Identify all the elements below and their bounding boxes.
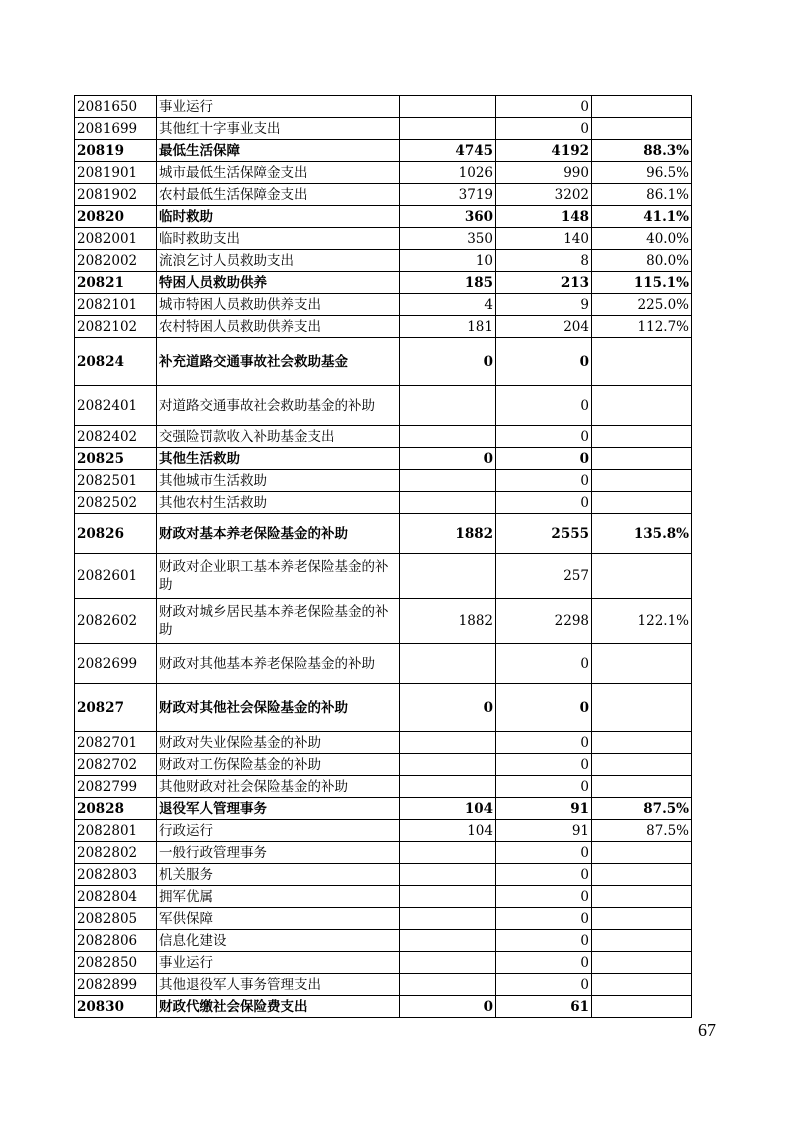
row-percent (592, 492, 692, 514)
row-value-1 (400, 754, 496, 776)
row-percent: 40.0% (592, 228, 692, 250)
table-row (75, 140, 692, 162)
table-row (75, 272, 692, 294)
table-row (75, 96, 692, 118)
row-code: 2081699 (75, 118, 157, 140)
row-name: 临时救助 (157, 206, 400, 228)
row-code: 2082601 (75, 554, 157, 599)
row-name: 农村最低生活保障金支出 (157, 184, 400, 206)
row-value-1 (400, 864, 496, 886)
table-row (75, 864, 692, 886)
row-percent (592, 842, 692, 864)
row-value-2: 0 (496, 118, 592, 140)
budget-table (74, 95, 692, 1018)
row-percent (592, 754, 692, 776)
row-percent (592, 554, 692, 599)
table-row (75, 930, 692, 952)
row-name: 城市特困人员救助供养支出 (157, 294, 400, 316)
row-percent: 87.5% (592, 798, 692, 820)
table-row (75, 776, 692, 798)
row-code: 2082101 (75, 294, 157, 316)
row-value-1 (400, 732, 496, 754)
row-code: 2082501 (75, 470, 157, 492)
row-percent (592, 886, 692, 908)
row-value-2: 0 (496, 842, 592, 864)
table-row (75, 514, 692, 554)
row-name: 流浪乞讨人员救助支出 (157, 250, 400, 272)
row-value-1: 181 (400, 316, 496, 338)
row-percent (592, 732, 692, 754)
row-value-2: 8 (496, 250, 592, 272)
row-value-2: 0 (496, 684, 592, 732)
row-value-1 (400, 426, 496, 448)
table-row (75, 228, 692, 250)
table-row (75, 908, 692, 930)
row-value-2: 9 (496, 294, 592, 316)
row-value-1: 1882 (400, 599, 496, 644)
row-value-1 (400, 644, 496, 684)
row-name: 其他退役军人事务管理支出 (157, 974, 400, 996)
row-code: 2081650 (75, 96, 157, 118)
row-value-2: 0 (496, 754, 592, 776)
row-code: 20824 (75, 338, 157, 386)
row-value-2: 213 (496, 272, 592, 294)
row-value-2: 0 (496, 974, 592, 996)
table-row (75, 886, 692, 908)
row-value-2: 2298 (496, 599, 592, 644)
table-row (75, 184, 692, 206)
row-name: 机关服务 (157, 864, 400, 886)
row-percent: 112.7% (592, 316, 692, 338)
table-row (75, 820, 692, 842)
row-value-2: 0 (496, 426, 592, 448)
row-value-2: 204 (496, 316, 592, 338)
row-percent: 80.0% (592, 250, 692, 272)
row-value-1 (400, 776, 496, 798)
row-value-2: 0 (496, 952, 592, 974)
row-value-2: 0 (496, 448, 592, 470)
table-row (75, 250, 692, 272)
row-code: 2081902 (75, 184, 157, 206)
row-percent (592, 776, 692, 798)
table-row (75, 206, 692, 228)
row-percent: 96.5% (592, 162, 692, 184)
row-code: 2082701 (75, 732, 157, 754)
row-name: 拥军优属 (157, 886, 400, 908)
row-value-2: 0 (496, 338, 592, 386)
table-row (75, 294, 692, 316)
row-value-1: 10 (400, 250, 496, 272)
row-value-1 (400, 554, 496, 599)
row-name: 城市最低生活保障金支出 (157, 162, 400, 184)
row-name: 军供保障 (157, 908, 400, 930)
row-value-1 (400, 974, 496, 996)
row-name: 其他生活救助 (157, 448, 400, 470)
row-value-1: 0 (400, 338, 496, 386)
row-value-1: 1882 (400, 514, 496, 554)
row-percent (592, 952, 692, 974)
table-row (75, 448, 692, 470)
row-code: 2082801 (75, 820, 157, 842)
row-value-2: 0 (496, 886, 592, 908)
row-percent (592, 864, 692, 886)
table-row (75, 426, 692, 448)
row-code: 2082899 (75, 974, 157, 996)
row-value-1 (400, 96, 496, 118)
table-row (75, 492, 692, 514)
row-percent (592, 930, 692, 952)
row-name: 一般行政管理事务 (157, 842, 400, 864)
row-value-1: 350 (400, 228, 496, 250)
row-percent (592, 448, 692, 470)
row-value-2: 140 (496, 228, 592, 250)
row-name: 其他城市生活救助 (157, 470, 400, 492)
row-code: 20819 (75, 140, 157, 162)
row-name: 其他红十字事业支出 (157, 118, 400, 140)
row-name: 退役军人管理事务 (157, 798, 400, 820)
row-code: 2082805 (75, 908, 157, 930)
row-percent (592, 96, 692, 118)
row-value-1 (400, 886, 496, 908)
row-name: 事业运行 (157, 952, 400, 974)
row-name: 事业运行 (157, 96, 400, 118)
row-code: 2081901 (75, 162, 157, 184)
row-code: 2082806 (75, 930, 157, 952)
row-value-1: 0 (400, 684, 496, 732)
table-row (75, 316, 692, 338)
row-value-2: 2555 (496, 514, 592, 554)
row-percent: 115.1% (592, 272, 692, 294)
row-code: 2082602 (75, 599, 157, 644)
budget-table-body (75, 96, 692, 1018)
row-value-1: 3719 (400, 184, 496, 206)
row-value-1 (400, 386, 496, 426)
row-value-1: 104 (400, 820, 496, 842)
row-code: 2082402 (75, 426, 157, 448)
row-value-2: 0 (496, 732, 592, 754)
table-row (75, 470, 692, 492)
row-value-1: 4 (400, 294, 496, 316)
table-row (75, 599, 692, 644)
row-value-2: 0 (496, 864, 592, 886)
row-value-2: 0 (496, 644, 592, 684)
row-code: 2082401 (75, 386, 157, 426)
row-code: 2082799 (75, 776, 157, 798)
row-value-2: 257 (496, 554, 592, 599)
row-code: 20826 (75, 514, 157, 554)
row-name: 交强险罚款收入补助基金支出 (157, 426, 400, 448)
row-value-2: 0 (496, 908, 592, 930)
row-percent: 135.8% (592, 514, 692, 554)
table-row (75, 554, 692, 599)
row-code: 2082002 (75, 250, 157, 272)
row-name: 财政对失业保险基金的补助 (157, 732, 400, 754)
row-value-1 (400, 842, 496, 864)
table-row (75, 338, 692, 386)
row-name: 行政运行 (157, 820, 400, 842)
row-value-1: 185 (400, 272, 496, 294)
row-value-1: 104 (400, 798, 496, 820)
row-name: 财政对其他社会保险基金的补助 (157, 684, 400, 732)
row-value-1 (400, 930, 496, 952)
row-percent (592, 644, 692, 684)
row-percent (592, 974, 692, 996)
row-value-2: 148 (496, 206, 592, 228)
row-percent (592, 684, 692, 732)
row-value-1: 4745 (400, 140, 496, 162)
row-name: 信息化建设 (157, 930, 400, 952)
row-percent (592, 908, 692, 930)
row-name: 特困人员救助供养 (157, 272, 400, 294)
row-value-2: 61 (496, 996, 592, 1018)
table-row (75, 386, 692, 426)
row-code: 20821 (75, 272, 157, 294)
table-row (75, 842, 692, 864)
row-name: 对道路交通事故社会救助基金的补助 (157, 386, 400, 426)
row-code: 2082850 (75, 952, 157, 974)
row-value-2: 4192 (496, 140, 592, 162)
row-code: 2082001 (75, 228, 157, 250)
row-value-2: 0 (496, 96, 592, 118)
row-percent: 86.1% (592, 184, 692, 206)
row-code: 20825 (75, 448, 157, 470)
row-percent: 225.0% (592, 294, 692, 316)
row-value-1 (400, 492, 496, 514)
table-row (75, 644, 692, 684)
row-name: 补充道路交通事故社会救助基金 (157, 338, 400, 386)
row-value-1 (400, 952, 496, 974)
row-name: 财政对工伤保险基金的补助 (157, 754, 400, 776)
table-row (75, 732, 692, 754)
row-value-1: 0 (400, 448, 496, 470)
row-value-2: 3202 (496, 184, 592, 206)
row-value-2: 0 (496, 470, 592, 492)
row-percent: 88.3% (592, 140, 692, 162)
row-percent (592, 996, 692, 1018)
row-value-2: 91 (496, 798, 592, 820)
row-value-2: 990 (496, 162, 592, 184)
row-name: 最低生活保障 (157, 140, 400, 162)
table-row (75, 952, 692, 974)
table-row (75, 162, 692, 184)
row-value-2: 0 (496, 386, 592, 426)
row-code: 2082803 (75, 864, 157, 886)
row-name: 临时救助支出 (157, 228, 400, 250)
row-code: 20830 (75, 996, 157, 1018)
row-percent (592, 338, 692, 386)
row-code: 20820 (75, 206, 157, 228)
row-code: 2082699 (75, 644, 157, 684)
row-name: 财政对城乡居民基本养老保险基金的补助 (157, 599, 400, 644)
table-row (75, 684, 692, 732)
row-code: 2082502 (75, 492, 157, 514)
row-name: 财政对基本养老保险基金的补助 (157, 514, 400, 554)
table-row (75, 974, 692, 996)
row-code: 20828 (75, 798, 157, 820)
row-percent (592, 470, 692, 492)
table-row (75, 754, 692, 776)
row-code: 2082702 (75, 754, 157, 776)
row-name: 农村特困人员救助供养支出 (157, 316, 400, 338)
row-percent: 87.5% (592, 820, 692, 842)
row-value-1: 0 (400, 996, 496, 1018)
row-code: 2082802 (75, 842, 157, 864)
table-row (75, 118, 692, 140)
row-value-1 (400, 908, 496, 930)
row-percent (592, 118, 692, 140)
row-name: 财政对企业职工基本养老保险基金的补助 (157, 554, 400, 599)
row-value-2: 0 (496, 492, 592, 514)
row-percent: 122.1% (592, 599, 692, 644)
table-row (75, 996, 692, 1018)
row-name: 其他农村生活救助 (157, 492, 400, 514)
row-code: 20827 (75, 684, 157, 732)
row-percent (592, 426, 692, 448)
row-name: 其他财政对社会保险基金的补助 (157, 776, 400, 798)
row-value-1: 1026 (400, 162, 496, 184)
row-value-2: 0 (496, 930, 592, 952)
row-code: 2082102 (75, 316, 157, 338)
row-percent (592, 386, 692, 426)
table-row (75, 798, 692, 820)
row-value-1 (400, 118, 496, 140)
page-number: 67 (698, 1020, 716, 1040)
row-code: 2082804 (75, 886, 157, 908)
row-name: 财政代缴社会保险费支出 (157, 996, 400, 1018)
row-value-1 (400, 470, 496, 492)
row-value-2: 0 (496, 776, 592, 798)
row-value-2: 91 (496, 820, 592, 842)
row-percent: 41.1% (592, 206, 692, 228)
row-name: 财政对其他基本养老保险基金的补助 (157, 644, 400, 684)
row-value-1: 360 (400, 206, 496, 228)
